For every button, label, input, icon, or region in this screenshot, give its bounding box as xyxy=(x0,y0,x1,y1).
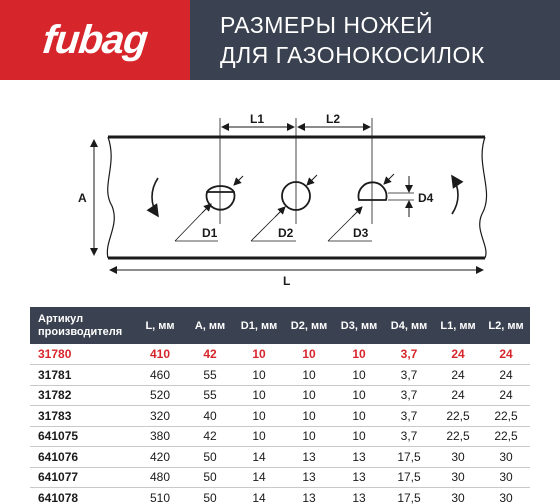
hole-d3 xyxy=(328,174,394,241)
label-l2: L2 xyxy=(326,112,341,126)
header-d2: D2, мм xyxy=(290,319,328,332)
table-row xyxy=(30,385,530,406)
hole-d2 xyxy=(251,175,317,241)
header-d3: D3, мм xyxy=(340,319,378,332)
dimension-a xyxy=(78,140,94,255)
cell-d4: 17,5 xyxy=(397,449,421,464)
cell-l1: 24 xyxy=(451,347,465,361)
cell-d1: 10 xyxy=(252,429,266,444)
cell-l: 480 xyxy=(149,470,171,485)
cell-d1: 10 xyxy=(252,347,266,361)
cell-d1: 10 xyxy=(252,388,266,403)
cell-l2: 30 xyxy=(499,490,513,504)
cell-d4: 17,5 xyxy=(397,490,421,504)
cell-d2: 13 xyxy=(302,470,316,485)
header-l: L, мм xyxy=(145,319,175,332)
cell-a: 42 xyxy=(203,429,217,444)
cell-l1: 22,5 xyxy=(446,408,470,423)
label-d4: D4 xyxy=(418,191,434,205)
cell-d1: 10 xyxy=(252,408,266,423)
dimension-l xyxy=(110,270,483,288)
cell-d4: 3,7 xyxy=(400,408,418,423)
dimension-l1 xyxy=(222,112,294,127)
cell-article: 31783 xyxy=(38,408,72,423)
cell-l1: 30 xyxy=(451,470,465,485)
cell-l: 460 xyxy=(149,367,171,382)
cell-l: 410 xyxy=(149,347,171,361)
label-a: A xyxy=(78,191,87,205)
cell-l2: 22,5 xyxy=(494,408,518,423)
cell-d4: 17,5 xyxy=(397,470,421,485)
header xyxy=(0,0,560,80)
cell-d3: 10 xyxy=(352,367,366,382)
cell-d2: 10 xyxy=(302,388,316,403)
hole-centerlines xyxy=(220,118,372,224)
header-l2: L2, мм xyxy=(488,319,524,332)
cell-l2: 30 xyxy=(499,470,513,485)
table-row xyxy=(30,467,530,488)
cell-d3: 10 xyxy=(352,347,366,361)
cell-d4: 3,7 xyxy=(400,429,418,444)
cell-a: 50 xyxy=(203,470,217,485)
header-article: Артикул производителя xyxy=(38,312,123,338)
cell-article: 641078 xyxy=(38,490,79,504)
cell-d2: 10 xyxy=(302,429,316,444)
page-title-line-2: ДЛЯ ГАЗОНОКОСИЛОК xyxy=(220,42,485,68)
cell-d4: 3,7 xyxy=(400,388,418,403)
cell-l2: 30 xyxy=(499,449,513,464)
dimension-d4 xyxy=(388,176,434,217)
cell-l1: 30 xyxy=(451,490,465,504)
cell-a: 50 xyxy=(203,490,217,504)
cell-l: 320 xyxy=(149,408,171,423)
title-block xyxy=(190,0,560,80)
cell-d3: 13 xyxy=(352,470,366,485)
sizes-table xyxy=(30,307,530,504)
cell-a: 42 xyxy=(203,347,217,361)
rotation-arrow-left-icon xyxy=(152,178,158,216)
logo-text: fubag xyxy=(40,17,150,62)
cell-d2: 13 xyxy=(302,449,316,464)
table-row xyxy=(30,426,530,447)
cell-d3: 10 xyxy=(352,408,366,423)
blade-diagram xyxy=(0,96,560,301)
header-d1: D1, мм xyxy=(240,319,278,332)
label-d2: D2 xyxy=(278,226,294,240)
cell-a: 50 xyxy=(203,449,217,464)
table-row xyxy=(30,488,530,504)
cell-l1: 22,5 xyxy=(446,429,470,444)
specifications-table xyxy=(30,307,530,504)
cell-d1: 14 xyxy=(252,490,266,504)
blade-drawing xyxy=(0,96,560,301)
cell-article: 641075 xyxy=(38,429,79,444)
label-l: L xyxy=(283,274,291,288)
table-row xyxy=(30,365,530,386)
cell-article: 31780 xyxy=(38,347,72,361)
cell-d4: 3,7 xyxy=(400,347,418,361)
page-title-line-1: РАЗМЕРЫ НОЖЕЙ xyxy=(220,12,433,38)
header-a: А, мм xyxy=(194,319,226,332)
table-body xyxy=(30,344,530,504)
cell-a: 40 xyxy=(203,408,217,423)
cell-l: 510 xyxy=(149,490,171,504)
label-d1: D1 xyxy=(202,226,218,240)
cell-d2: 13 xyxy=(302,490,316,504)
cell-d3: 13 xyxy=(352,449,366,464)
brand-logo xyxy=(0,0,190,80)
label-l1: L1 xyxy=(250,112,265,126)
cell-article: 641076 xyxy=(38,449,79,464)
cell-l2: 24 xyxy=(499,367,513,382)
cell-l: 420 xyxy=(149,449,171,464)
cell-article: 31781 xyxy=(38,367,72,382)
table-row xyxy=(30,406,530,427)
cell-l1: 24 xyxy=(451,367,465,382)
cell-d2: 10 xyxy=(302,408,316,423)
cell-l: 520 xyxy=(149,388,171,403)
table-row xyxy=(30,447,530,468)
hole-d1 xyxy=(175,176,243,241)
cell-d4: 3,7 xyxy=(400,367,418,382)
cell-d2: 10 xyxy=(302,367,316,382)
cell-l1: 30 xyxy=(451,449,465,464)
label-d3: D3 xyxy=(353,226,369,240)
dimension-l2 xyxy=(298,112,370,127)
cell-d3: 10 xyxy=(352,388,366,403)
cell-a: 55 xyxy=(203,388,217,403)
cell-d3: 13 xyxy=(352,490,366,504)
header-l1: L1, мм xyxy=(440,319,476,332)
cell-a: 55 xyxy=(203,367,217,382)
cell-l2: 22,5 xyxy=(494,429,518,444)
cell-article: 641077 xyxy=(38,470,79,485)
cell-d1: 10 xyxy=(252,367,266,382)
cell-article: 31782 xyxy=(38,388,72,403)
cell-d3: 10 xyxy=(352,429,366,444)
cell-d2: 10 xyxy=(302,347,316,361)
cell-l: 380 xyxy=(149,429,171,444)
rotation-arrow-right-icon xyxy=(452,176,458,214)
cell-d1: 14 xyxy=(252,449,266,464)
cell-d1: 14 xyxy=(252,470,266,485)
table-row xyxy=(30,344,530,365)
cell-l2: 24 xyxy=(499,347,513,361)
header-d4: D4, мм xyxy=(390,319,428,332)
cell-l1: 24 xyxy=(451,388,465,403)
table-header-row xyxy=(30,307,530,344)
cell-l2: 24 xyxy=(499,388,513,403)
